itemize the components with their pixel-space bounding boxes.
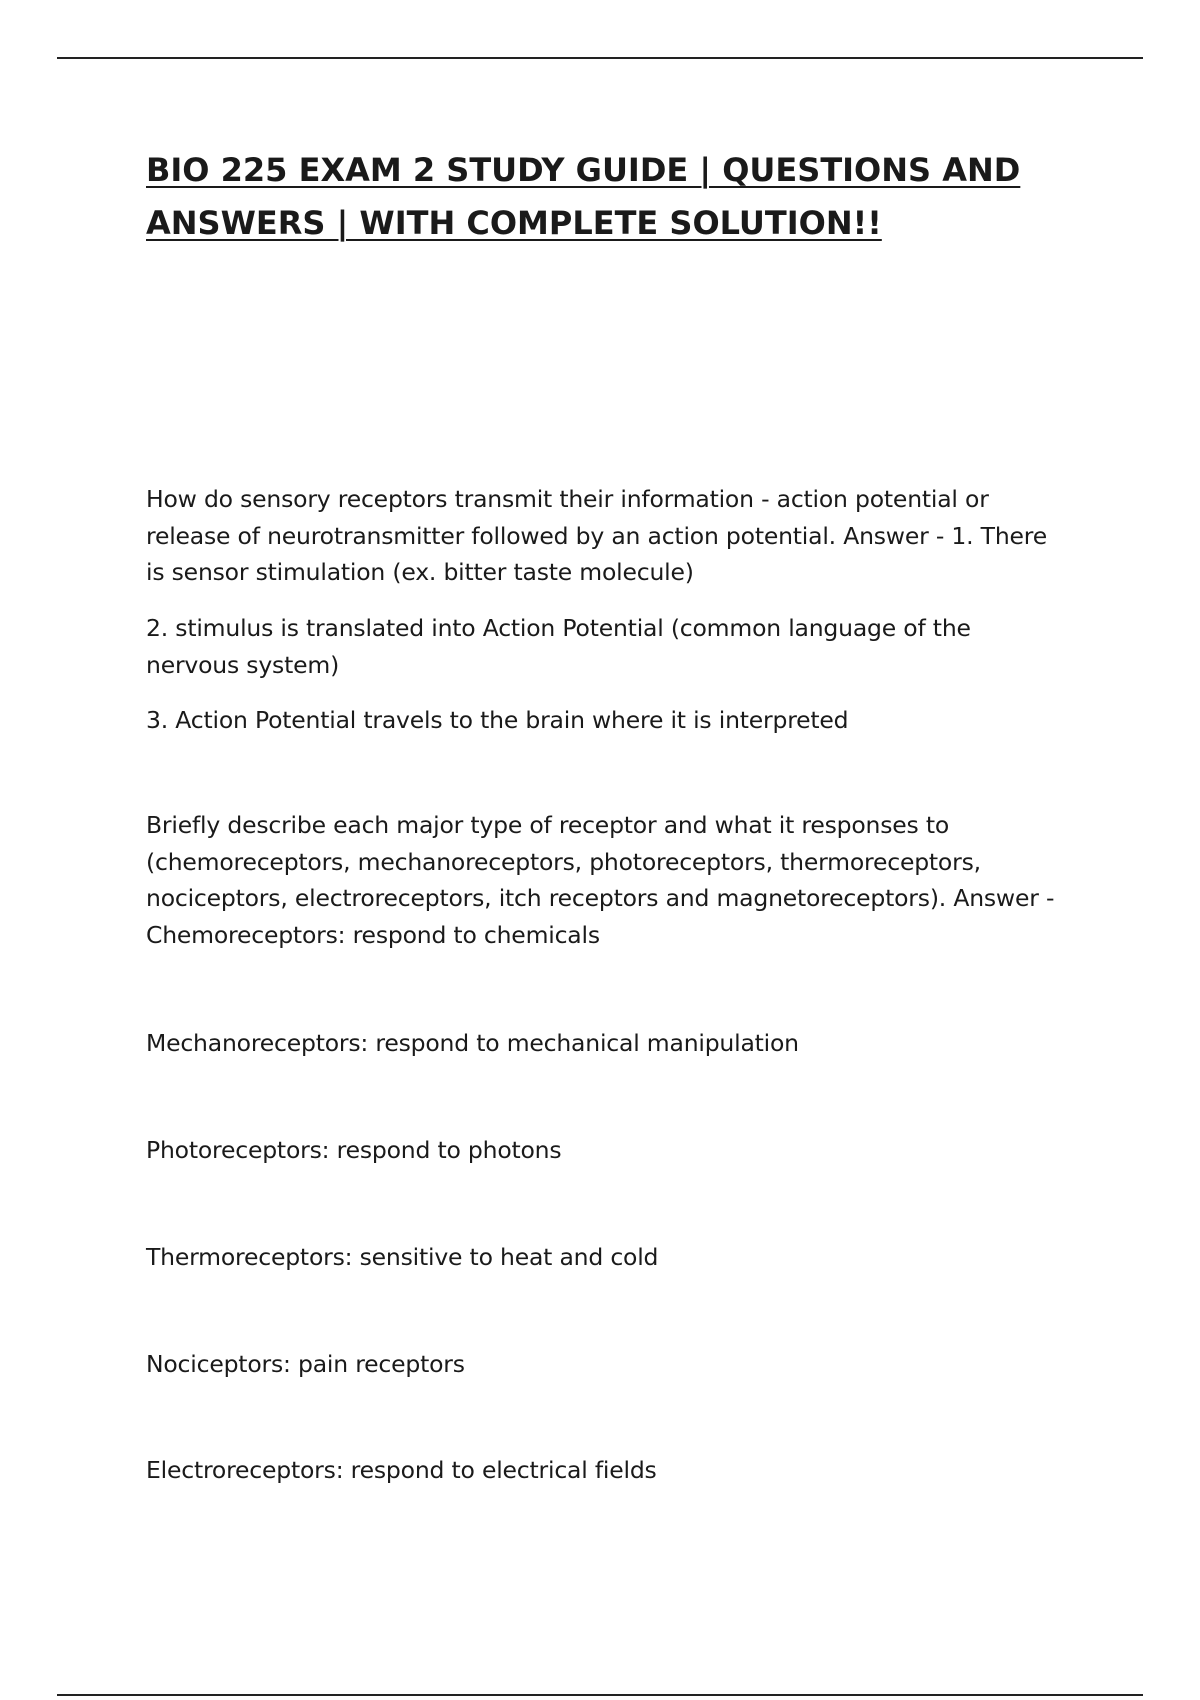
header-rule: [57, 57, 1143, 59]
nociceptors-answer: Nociceptors: pain receptors: [146, 1350, 465, 1378]
photoreceptors-answer: Photoreceptors: respond to photons: [146, 1136, 562, 1164]
question-2-paragraph: Briefly describe each major type of receptor and what it responses to (chemoreceptors, mechanoreceptors, photoreceptors, thermoreceptors, nociceptors, electroreceptors, itch receptors and magnetoreceptors). Answer - Chemoreceptors: respond to chemicals: [146, 811, 1055, 949]
document-title: BIO 225 EXAM 2 STUDY GUIDE | QUESTIONS AND ANSWERS | WITH COMPLETE SOLUTION!!: [146, 151, 1021, 242]
thermoreceptors-answer: Thermoreceptors: sensitive to heat and cold: [146, 1243, 659, 1271]
footer-rule: [57, 1694, 1143, 1696]
answer-step-3: 3. Action Potential travels to the brain where it is interpreted: [146, 706, 849, 734]
mechanoreceptors-answer: Mechanoreceptors: respond to mechanical manipulation: [146, 1029, 799, 1057]
electroreceptors-answer: Electroreceptors: respond to electrical fields: [146, 1456, 657, 1484]
answer-step-2: 2. stimulus is translated into Action Potential (common language of the nervous system): [146, 614, 971, 679]
question-1-paragraph: How do sensory receptors transmit their information - action potential or release of neurotransmitter followed by an action potential. Answer - 1. There is sensor stimulation (ex. bitter taste molecule): [146, 485, 1047, 586]
